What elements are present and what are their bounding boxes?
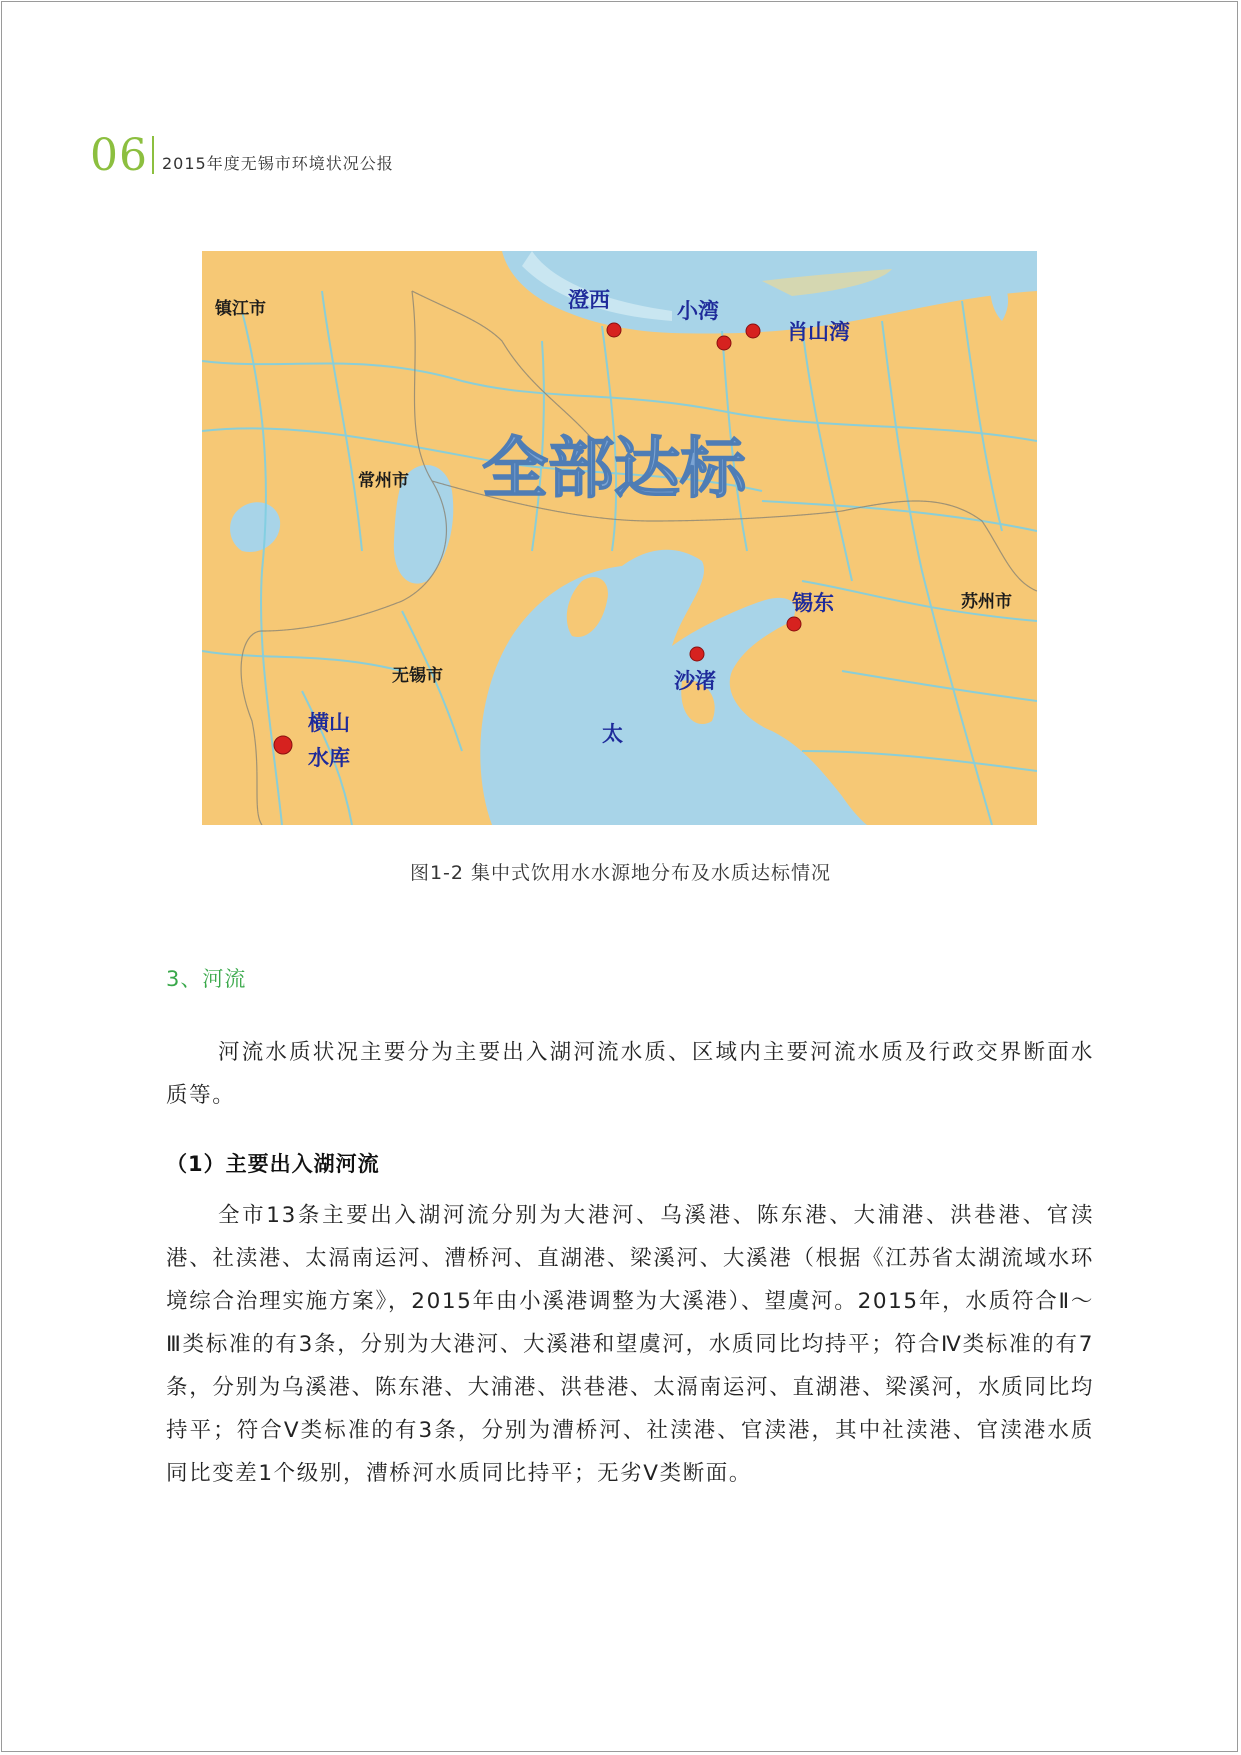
marker-xiaoshanwan — [746, 324, 760, 338]
page-header — [90, 128, 394, 181]
marker-xiaowan — [717, 336, 731, 350]
page-number: 06 — [90, 130, 148, 181]
header-divider — [152, 136, 154, 174]
city-label-wuxi: 无锡市 — [392, 666, 443, 686]
section-heading: 3、河流 — [166, 967, 247, 991]
figure-caption: 图1-2 集中式饮用水水源地分布及水质达标情况 — [409, 862, 832, 884]
map-svg — [202, 251, 1037, 825]
site-label-shazhu: 沙渚 — [674, 668, 716, 693]
lake-label: 太 — [602, 721, 623, 746]
site-label-hengshan: 横山 — [308, 710, 350, 735]
marker-chengxi — [607, 323, 621, 337]
marker-xidong — [787, 617, 801, 631]
site-label-chengxi: 澄西 — [568, 287, 610, 312]
document-title: 2015年度无锡市环境状况公报 — [162, 154, 394, 173]
marker-shazhu — [690, 647, 704, 661]
body-paragraph: 全市13条主要出入湖河流分别为大港河、乌溪港、陈东港、大浦港、洪巷港、官渎港、社渎港、太滆南运河、漕桥河、直湖港、梁溪河、大溪港（根据《江苏省太湖流域水环境综合治理实施方案》，2015年由小溪港调整为大溪港）、望虞河。2015年，水质符合Ⅱ～Ⅲ类标准的有3条，分别为大港河、大溪港和望虞河，水质同比均持平；符合Ⅳ类标准的有7条，分别为乌溪港、陈东港、大浦港、洪巷港、太滆南运河、直湖港、梁溪河，水质同比均持平；符合Ⅴ类标准的有3条，分别为漕桥河、社渎港、官渎港，其中社渎港、官渎港水质同比变差1个级别，漕桥河水质同比持平；无劣Ⅴ类断面。 — [166, 1203, 1094, 1486]
city-label-zhenjiang: 镇江市 — [215, 299, 266, 319]
site-label-xiaoshanwan: 肖山湾 — [787, 319, 850, 344]
site-label-xidong: 锡东 — [792, 590, 834, 615]
city-label-suzhou: 苏州市 — [961, 592, 1012, 612]
map-banner-text: 全部达标 — [482, 430, 746, 507]
city-label-changzhou: 常州市 — [358, 471, 409, 491]
water-source-map — [202, 251, 1037, 825]
site-label-shuiku: 水库 — [308, 745, 350, 770]
site-label-xiaowan: 小湾 — [677, 298, 719, 323]
marker-hengshan-reservoir — [274, 736, 292, 754]
intro-paragraph: 河流水质状况主要分为主要出入湖河流水质、区域内主要河流水质及行政交界断面水质等。 — [166, 1040, 1094, 1108]
subsection-heading: （1）主要出入湖河流 — [166, 1152, 380, 1176]
